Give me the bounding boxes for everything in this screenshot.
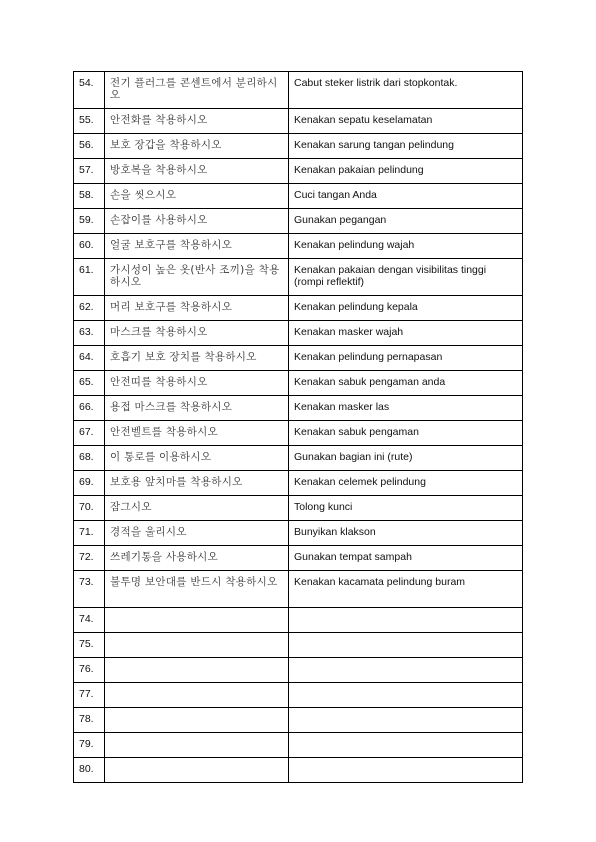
korean-phrase: 손잡이를 사용하시오 <box>105 209 289 234</box>
indonesian-translation <box>289 708 523 733</box>
korean-phrase <box>105 708 289 733</box>
row-number: 73. <box>74 571 105 608</box>
table-row <box>74 234 523 259</box>
korean-phrase: 호흡기 보호 장치를 착용하시오 <box>105 346 289 371</box>
row-number: 76. <box>74 658 105 683</box>
indonesian-translation: Kenakan pakaian pelindung <box>289 159 523 184</box>
row-number: 80. <box>74 758 105 783</box>
korean-phrase: 방호복을 착용하시오 <box>105 159 289 184</box>
table-row <box>74 159 523 184</box>
korean-phrase: 손을 씻으시오 <box>105 184 289 209</box>
korean-phrase: 전기 플러그를 콘센트에서 분리하시오 <box>105 72 289 109</box>
table-row <box>74 608 523 633</box>
indonesian-translation: Kenakan masker wajah <box>289 321 523 346</box>
row-number: 78. <box>74 708 105 733</box>
korean-phrase: 이 통로를 이용하시오 <box>105 446 289 471</box>
korean-phrase: 불투명 보안대를 반드시 착용하시오 <box>105 571 289 608</box>
korean-phrase: 쓰레기통을 사용하시오 <box>105 546 289 571</box>
indonesian-translation <box>289 683 523 708</box>
row-number: 56. <box>74 134 105 159</box>
table-row <box>74 371 523 396</box>
table-row <box>74 259 523 296</box>
korean-phrase: 얼굴 보호구를 착용하시오 <box>105 234 289 259</box>
indonesian-translation: Kenakan pelindung kepala <box>289 296 523 321</box>
row-number: 64. <box>74 346 105 371</box>
indonesian-translation: Gunakan pegangan <box>289 209 523 234</box>
indonesian-translation: Kenakan sabuk pengaman anda <box>289 371 523 396</box>
indonesian-translation: Cabut steker listrik dari stopkontak. <box>289 72 523 109</box>
row-number: 66. <box>74 396 105 421</box>
korean-phrase <box>105 633 289 658</box>
korean-phrase: 잠그시오 <box>105 496 289 521</box>
table-row <box>74 184 523 209</box>
indonesian-translation: Kenakan celemek pelindung <box>289 471 523 496</box>
table-row <box>74 758 523 783</box>
indonesian-translation <box>289 658 523 683</box>
indonesian-translation: Tolong kunci <box>289 496 523 521</box>
row-number: 59. <box>74 209 105 234</box>
indonesian-translation: Bunyikan klakson <box>289 521 523 546</box>
korean-phrase <box>105 608 289 633</box>
row-number: 62. <box>74 296 105 321</box>
korean-phrase: 경적을 울리시오 <box>105 521 289 546</box>
indonesian-translation <box>289 733 523 758</box>
korean-phrase: 가시성이 높은 옷(반사 조끼)을 착용하시오 <box>105 259 289 296</box>
row-number: 63. <box>74 321 105 346</box>
row-number: 58. <box>74 184 105 209</box>
indonesian-translation: Kenakan pakaian dengan visibilitas tinggi (rompi reflektif) <box>289 259 523 296</box>
indonesian-translation <box>289 608 523 633</box>
row-number: 61. <box>74 259 105 296</box>
table-row <box>74 683 523 708</box>
row-number: 68. <box>74 446 105 471</box>
table-row <box>74 346 523 371</box>
row-number: 55. <box>74 109 105 134</box>
row-number: 77. <box>74 683 105 708</box>
table-row <box>74 521 523 546</box>
row-number: 74. <box>74 608 105 633</box>
korean-phrase: 안전화를 착용하시오 <box>105 109 289 134</box>
table-row <box>74 321 523 346</box>
table-row <box>74 658 523 683</box>
indonesian-translation: Gunakan tempat sampah <box>289 546 523 571</box>
indonesian-translation: Gunakan bagian ini (rute) <box>289 446 523 471</box>
indonesian-translation: Cuci tangan Anda <box>289 184 523 209</box>
table-row <box>74 209 523 234</box>
indonesian-translation: Kenakan pelindung pernapasan <box>289 346 523 371</box>
phrase-table-body <box>74 72 523 783</box>
korean-phrase: 안전벨트를 착용하시오 <box>105 421 289 446</box>
korean-phrase: 마스크를 착용하시오 <box>105 321 289 346</box>
table-row <box>74 708 523 733</box>
table-row <box>74 134 523 159</box>
korean-phrase: 보호 장갑을 착용하시오 <box>105 134 289 159</box>
row-number: 79. <box>74 733 105 758</box>
table-row <box>74 733 523 758</box>
table-row <box>74 546 523 571</box>
row-number: 60. <box>74 234 105 259</box>
korean-phrase <box>105 758 289 783</box>
table-row <box>74 109 523 134</box>
korean-phrase: 보호용 앞치마를 착용하시오 <box>105 471 289 496</box>
table-row <box>74 296 523 321</box>
indonesian-translation <box>289 758 523 783</box>
indonesian-translation: Kenakan kacamata pelindung buram <box>289 571 523 608</box>
row-number: 71. <box>74 521 105 546</box>
row-number: 57. <box>74 159 105 184</box>
phrase-table <box>73 71 523 783</box>
table-row <box>74 421 523 446</box>
table-row <box>74 396 523 421</box>
row-number: 70. <box>74 496 105 521</box>
korean-phrase <box>105 733 289 758</box>
indonesian-translation: Kenakan pelindung wajah <box>289 234 523 259</box>
row-number: 75. <box>74 633 105 658</box>
indonesian-translation: Kenakan sarung tangan pelindung <box>289 134 523 159</box>
row-number: 65. <box>74 371 105 396</box>
row-number: 54. <box>74 72 105 109</box>
table-row <box>74 496 523 521</box>
indonesian-translation: Kenakan sabuk pengaman <box>289 421 523 446</box>
indonesian-translation: Kenakan masker las <box>289 396 523 421</box>
table-row <box>74 446 523 471</box>
indonesian-translation <box>289 633 523 658</box>
korean-phrase <box>105 658 289 683</box>
indonesian-translation: Kenakan sepatu keselamatan <box>289 109 523 134</box>
row-number: 69. <box>74 471 105 496</box>
row-number: 72. <box>74 546 105 571</box>
table-row <box>74 72 523 109</box>
table-row <box>74 571 523 608</box>
korean-phrase <box>105 683 289 708</box>
korean-phrase: 안전띠를 착용하시오 <box>105 371 289 396</box>
korean-phrase: 용접 마스크를 착용하시오 <box>105 396 289 421</box>
table-row <box>74 633 523 658</box>
row-number: 67. <box>74 421 105 446</box>
korean-phrase: 머리 보호구를 착용하시오 <box>105 296 289 321</box>
table-row <box>74 471 523 496</box>
